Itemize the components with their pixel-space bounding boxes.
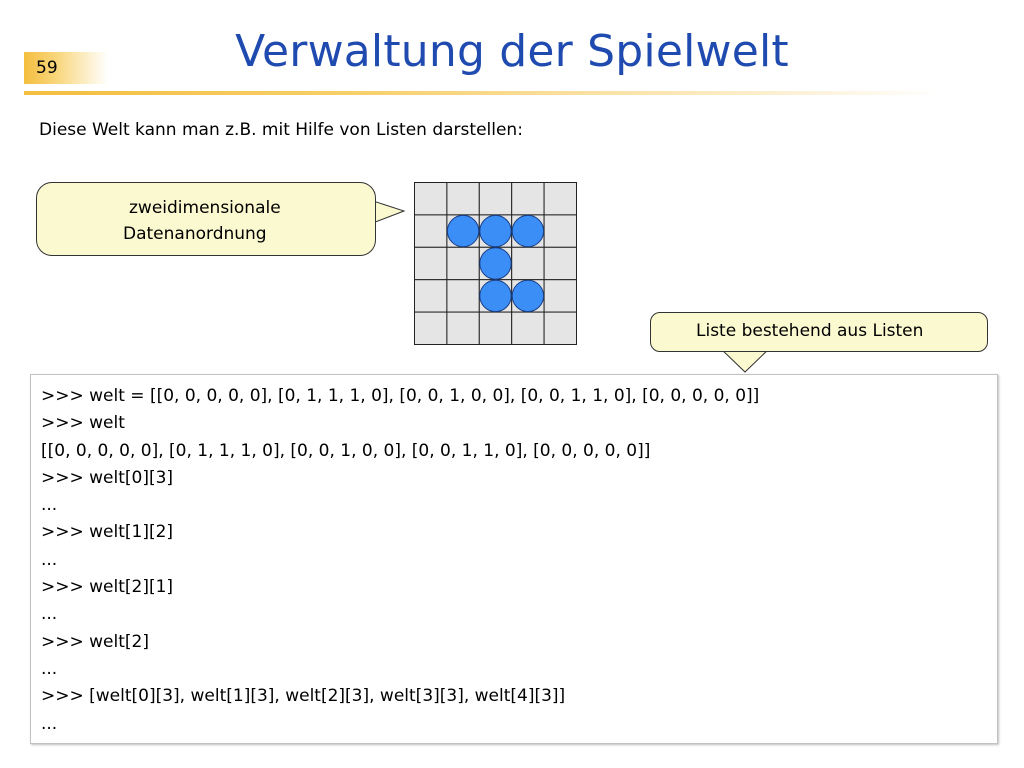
title-divider bbox=[24, 91, 944, 95]
python-console bbox=[30, 374, 998, 744]
grid-cell bbox=[415, 215, 447, 247]
grid-cell bbox=[479, 183, 511, 215]
world-grid bbox=[414, 182, 578, 346]
grid-marker bbox=[480, 280, 511, 311]
code-line: >>> welt[2] bbox=[41, 631, 149, 652]
code-line: >>> welt bbox=[41, 413, 125, 434]
grid-cell bbox=[447, 312, 479, 344]
grid-cell bbox=[544, 183, 576, 215]
grid-cell bbox=[544, 247, 576, 279]
grid-cell bbox=[512, 183, 544, 215]
slide-title: Verwaltung der Spielwelt bbox=[235, 26, 789, 77]
code-line: ... bbox=[41, 604, 58, 625]
code-line: >>> welt[0][3] bbox=[41, 467, 174, 488]
code-line: >>> welt[1][2] bbox=[41, 522, 174, 543]
callout-2d-data bbox=[36, 182, 376, 256]
page-number: 59 bbox=[24, 52, 108, 84]
grid-cell bbox=[447, 247, 479, 279]
code-line: ... bbox=[41, 549, 58, 570]
grid-cell bbox=[544, 312, 576, 344]
callout-list-of-lists: Liste bestehend aus Listen bbox=[650, 312, 988, 352]
code-line: >>> welt = [[0, 0, 0, 0, 0], [0, 1, 1, 1, 0], [0, 0, 1, 0, 0], [0, 0, 1, 1, 0], [0, 0, 0, 0, 0]] bbox=[41, 386, 760, 406]
grid-cell bbox=[415, 312, 447, 344]
grid-cell bbox=[544, 215, 576, 247]
grid-marker bbox=[512, 215, 543, 246]
grid-cell bbox=[544, 280, 576, 312]
grid-marker bbox=[447, 215, 478, 246]
code-line: >>> [welt[0][3], welt[1][3], welt[2][3], welt[3][3], welt[4][3]] bbox=[41, 686, 566, 707]
code-line: ... bbox=[41, 658, 58, 679]
grid-cell bbox=[415, 183, 447, 215]
grid-cell bbox=[447, 280, 479, 312]
grid-cell bbox=[512, 312, 544, 344]
grid-marker bbox=[480, 215, 511, 246]
grid-cell bbox=[415, 247, 447, 279]
callout-2d-line2: Datenanordnung bbox=[123, 224, 267, 244]
grid-cell bbox=[447, 183, 479, 215]
grid-cell bbox=[479, 312, 511, 344]
code-line: ... bbox=[41, 713, 58, 734]
code-line: [[0, 0, 0, 0, 0], [0, 1, 1, 1, 0], [0, 0, 1, 0, 0], [0, 0, 1, 1, 0], [0, 0, 0, 0, 0]] bbox=[41, 440, 651, 461]
grid-cell bbox=[415, 280, 447, 312]
callout-2d-line1: zweidimensionale bbox=[129, 198, 281, 218]
grid-cell bbox=[512, 247, 544, 279]
code-line: >>> welt[2][1] bbox=[41, 577, 174, 598]
code-line: ... bbox=[41, 495, 58, 516]
grid-marker bbox=[480, 248, 511, 279]
intro-text: Diese Welt kann man z.B. mit Hilfe von Listen darstellen: bbox=[39, 120, 523, 140]
grid-marker bbox=[512, 280, 543, 311]
